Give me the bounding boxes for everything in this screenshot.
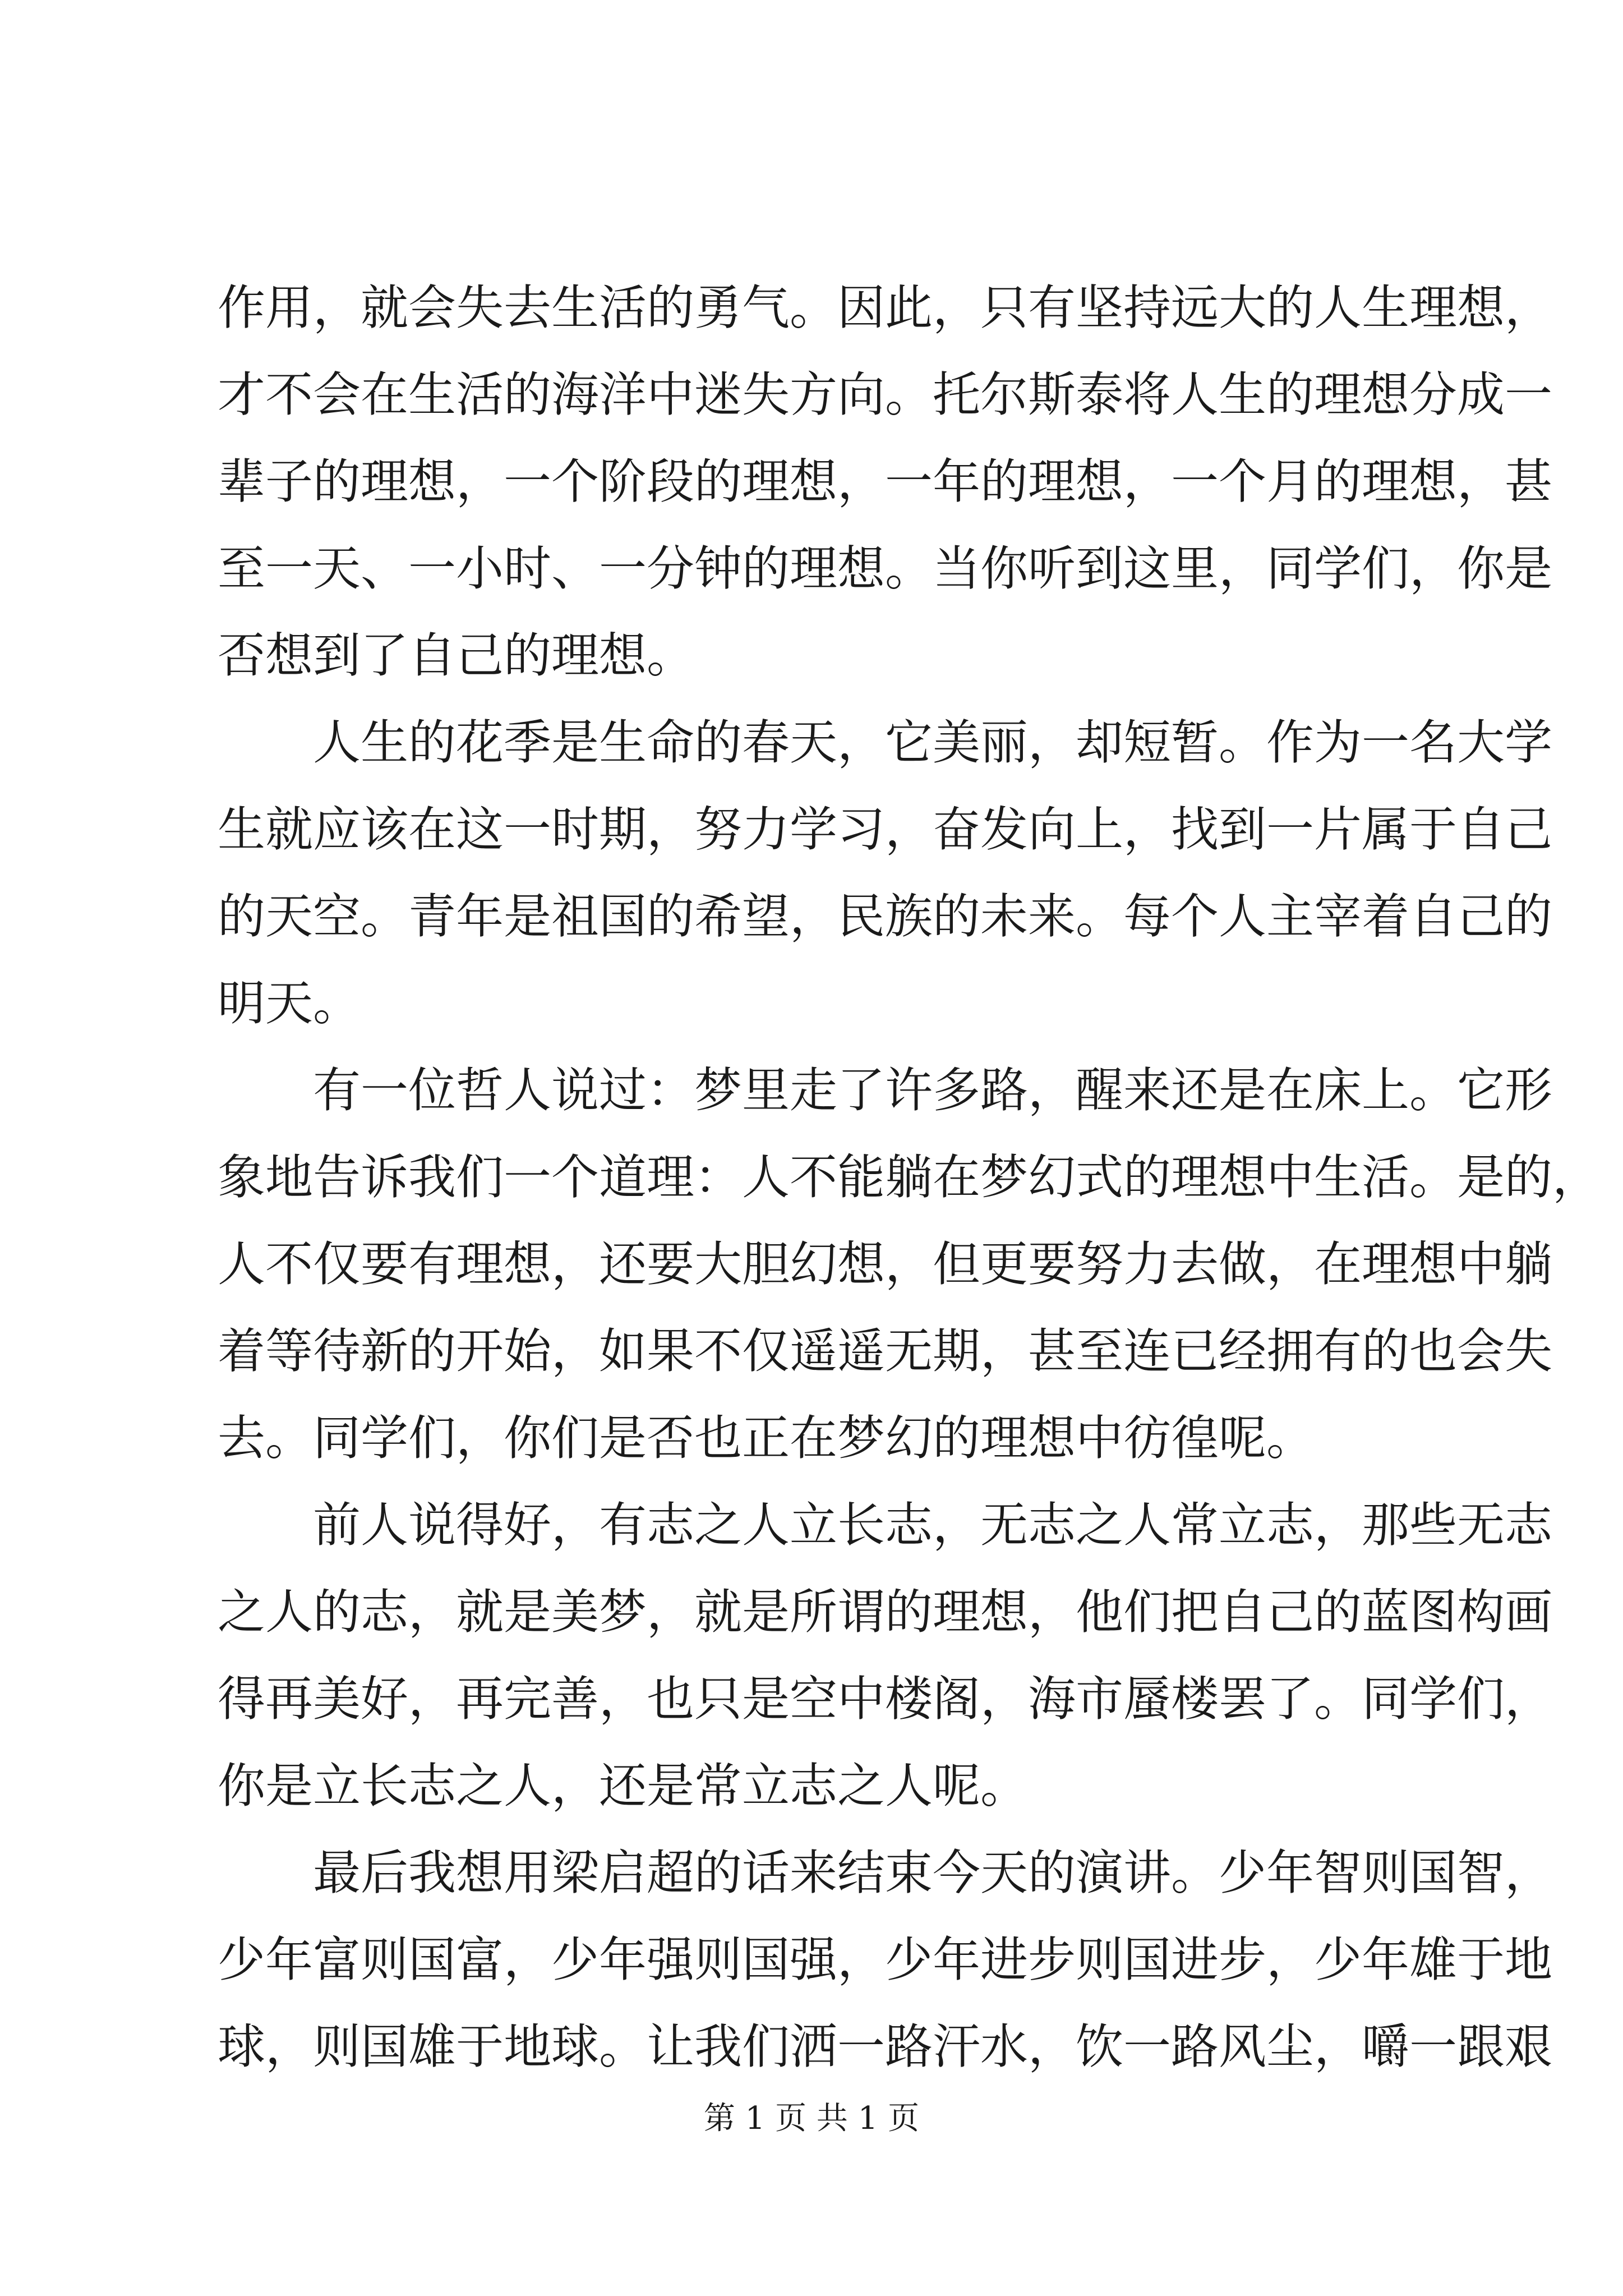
paragraph-1-line: 至一天、一小时、一分钟的理想。当你听到这里，同学们，你是 [218, 541, 1553, 597]
paragraph-1-line: 否想到了自己的理想。 [218, 628, 695, 684]
paragraph-3-line: 人不仅要有理想，还要大胆幻想，但更要努力去做，在理想中躺 [218, 1237, 1553, 1292]
paragraph-1-line: 才不会在生活的海洋中迷失方向。托尔斯泰将人生的理想分成一 [218, 367, 1553, 423]
paragraph-3-line: 去。同学们，你们是否也正在梦幻的理想中彷徨呢。 [218, 1411, 1315, 1466]
paragraph-2-line: 的天空。青年是祖国的希望，民族的未来。每个人主宰着自己的 [218, 889, 1553, 945]
paragraph-4-line: 得再美好，再完善，也只是空中楼阁，海市蜃楼罢了。同学们， [218, 1672, 1553, 1727]
page-footer: 第 1 页 共 1 页 [703, 2100, 920, 2137]
paragraph-3-line: 着等待新的开始，如果不仅遥遥无期，甚至连已经拥有的也会失 [218, 1324, 1553, 1379]
paragraph-1-line: 辈子的理想，一个阶段的理想，一年的理想，一个月的理想，甚 [218, 454, 1553, 510]
paragraph-5-line: 少年富则国富，少年强则国强，少年进步则国进步，少年雄于地 [218, 1932, 1553, 1988]
paragraph-4-line: 前人说得好，有志之人立长志，无志之人常立志，那些无志 [313, 1498, 1553, 1553]
paragraph-4-line: 你是立长志之人，还是常立志之人呢。 [218, 1759, 1029, 1814]
paragraph-3-line: 有一位哲人说过：梦里走了许多路，醒来还是在床上。它形 [313, 1063, 1553, 1119]
paragraph-5-line: 最后我想用梁启超的话来结束今天的演讲。少年智则国智， [313, 1846, 1553, 1901]
paragraph-5-line: 球，则国雄于地球。让我们洒一路汗水，饮一路风尘，嚼一跟艰 [218, 2019, 1553, 2075]
document-body [218, 265, 1601, 2091]
paragraph-2-line: 明天。 [218, 976, 361, 1032]
paragraph-2-line: 生就应该在这一时期，努力学习，奋发向上，找到一片属于自己 [218, 802, 1553, 858]
paragraph-3-line: 象地告诉我们一个道理：人不能躺在梦幻式的理想中生活。是的， [218, 1150, 1601, 1205]
paragraph-4-line: 之人的志，就是美梦，就是所谓的理想，他们把自己的蓝图构画 [218, 1585, 1553, 1640]
paragraph-1-line: 作用，就会失去生活的勇气。因此，只有坚持远大的人生理想， [218, 280, 1553, 336]
paragraph-2-line: 人生的花季是生命的春天，它美丽，却短暂。作为一名大学 [313, 715, 1553, 771]
